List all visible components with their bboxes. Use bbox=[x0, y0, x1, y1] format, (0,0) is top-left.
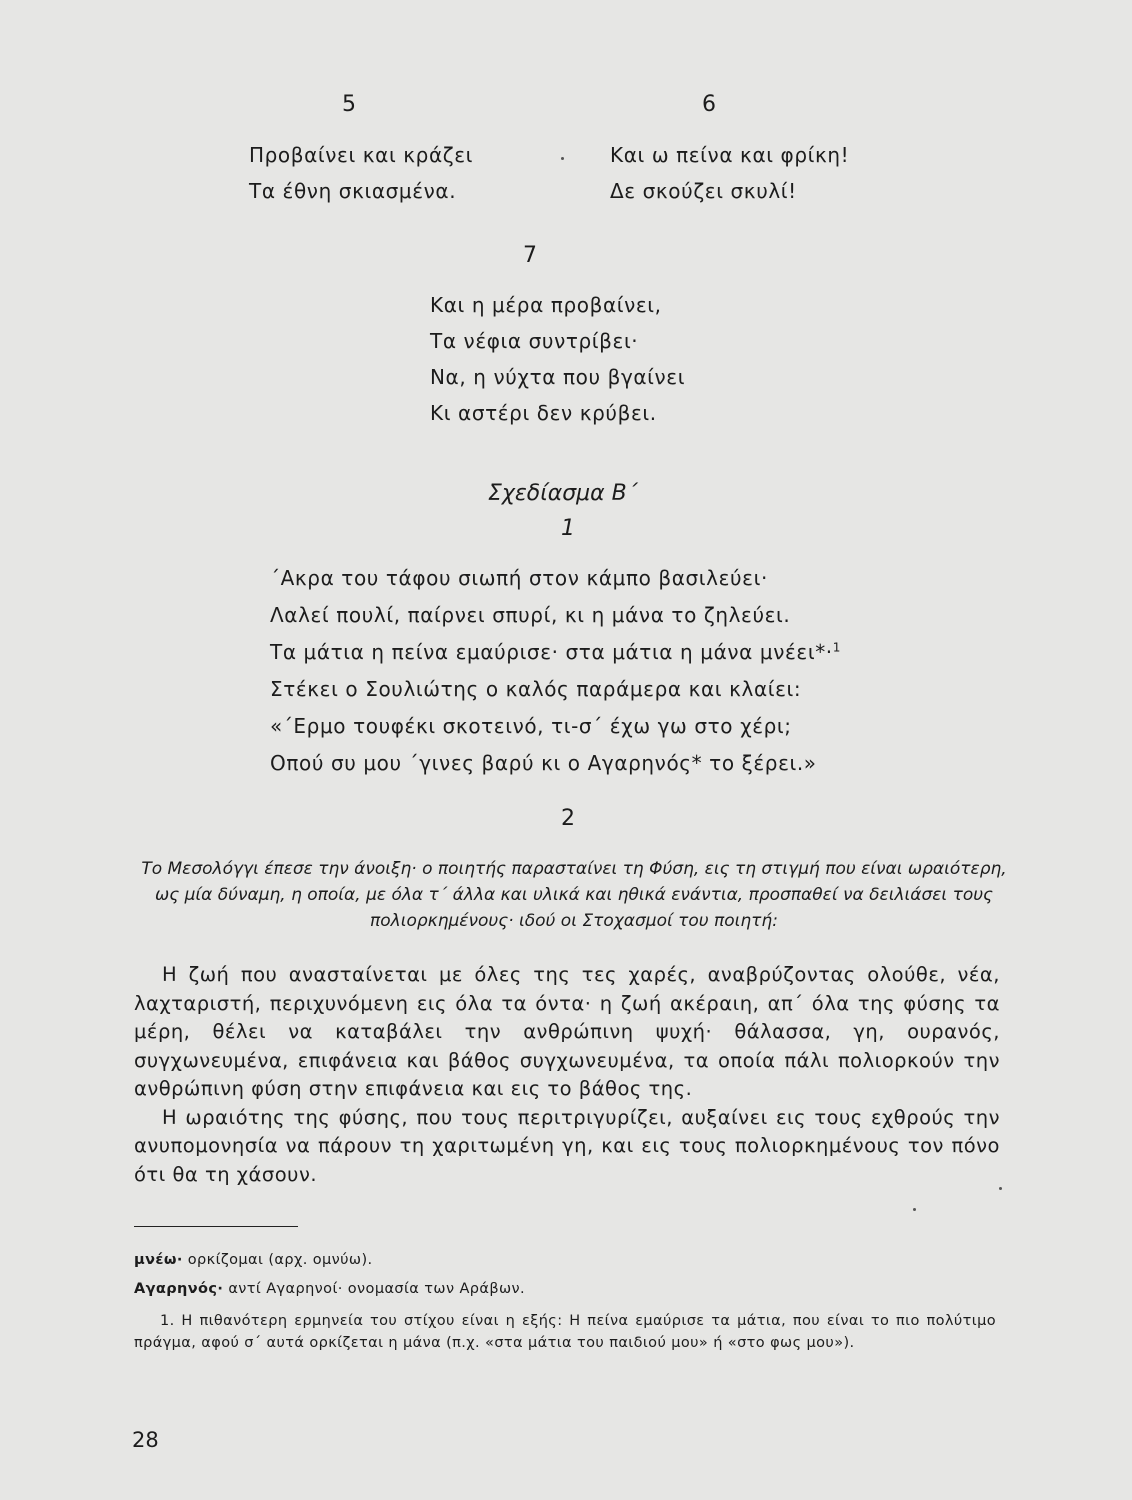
prose-body bbox=[134, 961, 1000, 1189]
stanza-7 bbox=[430, 287, 685, 431]
prose-paragraph: Η ζωή που ανασταίνεται με όλες της τες χαρές, αναβρύζοντας ολούθε, νέα, λαχταριστή, περιχυνόμενη εις όλα τα όντα· η ζωή ακέραιη, απ΄ όλα της φύσης τα μέρη, θέλει να καταβάλει την ανθρώπινη ψυχή· θάλασσα, γη, ουρανός, συγχωνευμένα, επιφάνεια και βάθος συγχωνευμένα, τα οποία πάλι πολιορκούν την ανθρώπινη φύση στην επιφάνεια και εις το βάθος της. bbox=[134, 963, 1000, 1100]
footnote bbox=[134, 1310, 996, 1354]
glossary-term: Αγαρηνός· bbox=[134, 1281, 224, 1297]
verse-line: Προβαίνει και κράζει bbox=[249, 143, 474, 167]
stanza-6-number: 6 bbox=[702, 92, 716, 117]
footnote-divider bbox=[134, 1226, 298, 1227]
glossary-entry bbox=[134, 1249, 373, 1271]
stanza-5 bbox=[249, 137, 473, 209]
page-number: 28 bbox=[132, 1428, 159, 1452]
verse-line: ΄Ακρα του τάφου σιωπή στον κάμπο βασιλεύει· bbox=[270, 566, 768, 590]
draft-b-verses bbox=[270, 560, 841, 782]
verse-line-with-footnote bbox=[270, 634, 841, 671]
stanza-6 bbox=[610, 137, 849, 209]
glossary-definition: ορκίζομαι (αρχ. ομνύω). bbox=[187, 1252, 373, 1268]
glossary-entry bbox=[134, 1278, 525, 1300]
stanza-5-number: 5 bbox=[342, 92, 356, 117]
prose-paragraph: Η ωραιότης της φύσης, που τους περιτριγυρίζει, αυξαίνει εις τους εχθρούς την ανυπομονησία να πάρουν τη χαριτωμένη γη, και εις τους πολιορκημένους τον πόνο ότι θα τη χάσουν. bbox=[134, 1105, 1000, 1186]
verse-line: «΄Ερμο τουφέκι σκοτεινό, τι-σ΄ έχω γω στο χέρι; bbox=[270, 714, 792, 738]
verse-line: Δε σκούζει σκυλί! bbox=[610, 179, 797, 203]
part-1-number: 1 bbox=[561, 516, 575, 541]
section-title: Σχεδίασμα Β΄ bbox=[488, 481, 638, 506]
stanza-7-number: 7 bbox=[523, 243, 537, 268]
scan-speck bbox=[999, 1187, 1002, 1190]
verse-line: Οπού συ μου ΄γινες βαρύ κι ο Αγαρηνός* το ξέρει.» bbox=[270, 751, 817, 775]
part-2-number: 2 bbox=[561, 806, 575, 831]
verse-line: Κι αστέρι δεν κρύβει. bbox=[430, 401, 657, 425]
verse-line: Τα έθνη σκιασμένα. bbox=[249, 179, 457, 203]
verse-line: Τα νέφια συντρίβει· bbox=[430, 329, 639, 353]
verse-line: Στέκει ο Σουλιώτης ο καλός παράμερα και κλαίει: bbox=[270, 677, 802, 701]
verse-line: Να, η νύχτα που βγαίνει bbox=[430, 365, 686, 389]
verse-line: Και η μέρα προβαίνει, bbox=[430, 293, 662, 317]
intro-paragraph: Το Μεσολόγγι έπεσε την άνοιξη· ο ποιητής παρασταίνει τη Φύση, εις τη στιγμή που είναι ωραιότερη, ως μία δύναμη, η οποία, με όλα τ΄ άλλα και υλικά και ηθικά ενάντια, προσπαθεί να δειλιάσει τους πολιορκημένους· ιδού οι Στοχασμοί του ποιητή: bbox=[141, 859, 1007, 931]
glossary-term: μνέω· bbox=[134, 1252, 183, 1268]
scan-speck bbox=[913, 1208, 916, 1211]
footnote-text: Η πιθανότερη ερμηνεία του στίχου είναι η εξής: Η πείνα εμαύρισε τα μάτια, που είναι το πιο πολύτιμο πράγμα, αφού σ΄ αυτά ορκίζεται η μάνα (π.χ. «στα μάτια του παιδιού μου» ή «στο φως μου»). bbox=[134, 1313, 997, 1351]
verse-line: Και ω πείνα και φρίκη! bbox=[610, 143, 850, 167]
footnote-marker: 1 bbox=[832, 640, 841, 655]
verse-line: Λαλεί πουλί, παίρνει σπυρί, κι η μάνα το ζηλεύει. bbox=[270, 603, 791, 627]
scan-speck bbox=[561, 157, 564, 160]
glossary-definition: αντί Αγαρηνοί· ονομασία των Αράβων. bbox=[228, 1281, 526, 1297]
footnote-number: 1. bbox=[160, 1313, 175, 1329]
verse-text: Τα μάτια η πείνα εμαύρισε· στα μάτια η μάνα μνέει*· bbox=[270, 640, 833, 664]
